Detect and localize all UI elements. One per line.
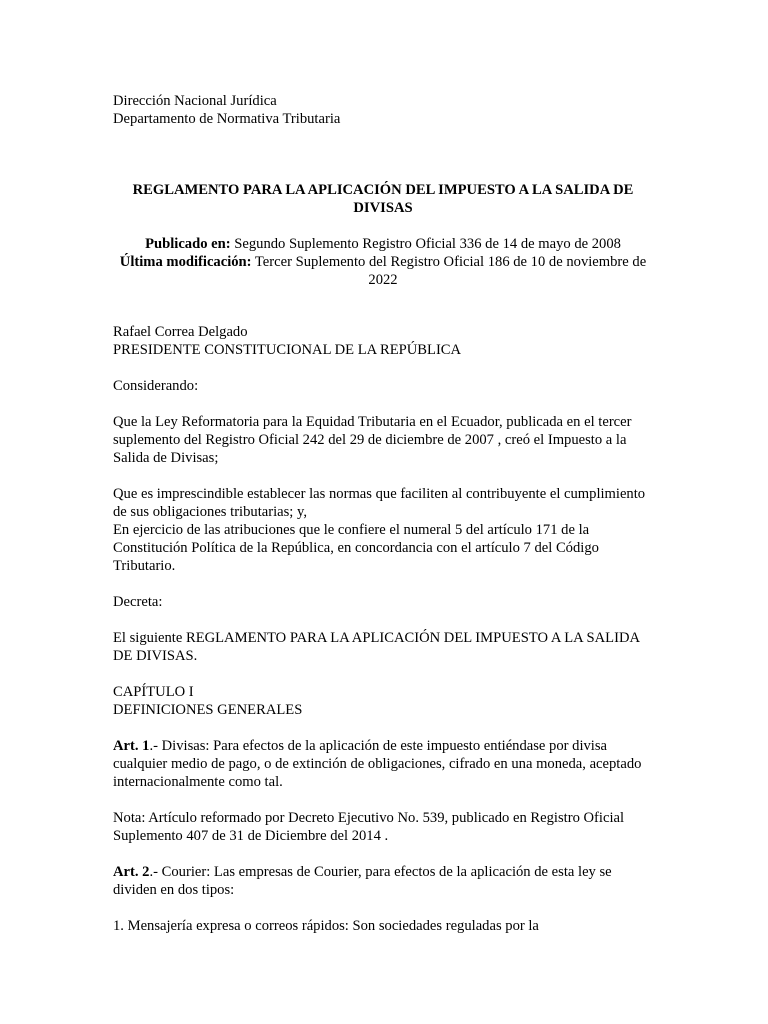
chapter-number: CAPÍTULO I xyxy=(113,684,194,700)
office-line-2: Departamento de Normativa Tributaria xyxy=(113,111,341,127)
paragraph-imprescindible: Que es imprescindible establecer las normas que faciliten al contribuyente el cumplimiento de sus obligaciones tributarias; y, xyxy=(113,486,646,520)
article-1-text: .- Divisas: Para efectos de la aplicación de este impuesto entiéndase por divisa cualquier medio de pago, o de extinción de obligaciones, cifrado en una moneda, aceptado internacionalmente como tal. xyxy=(113,738,642,790)
decreta-heading: Decreta: xyxy=(113,594,163,610)
paragraph-ley-reformatoria: Que la Ley Reformatoria para la Equidad Tributaria en el Ecuador, publicada en el tercer suplemento del Registro Oficial 242 del 29 de diciembre de 2007 , creó el Impuesto a la Salida de Divisas; xyxy=(113,414,632,466)
signatory xyxy=(113,323,653,359)
chapter-name: DEFINICIONES GENERALES xyxy=(113,702,303,718)
signatory-office: PRESIDENTE CONSTITUCIONAL DE LA REPÚBLICA xyxy=(113,342,462,358)
paragraph-atribuciones: En ejercicio de las atribuciones que le confiere el numeral 5 del artículo 171 de la Constitución Política de la República, en concordancia con el artículo 7 del Código Tributario. xyxy=(113,522,599,574)
paragraph-el-siguiente: El siguiente REGLAMENTO PARA LA APLICACIÓN DEL IMPUESTO A LA SALIDA DE DIVISAS. xyxy=(113,630,640,664)
office-line-1: Dirección Nacional Jurídica xyxy=(113,93,277,109)
modified-label: Última modificación: xyxy=(119,254,252,270)
article-2 xyxy=(113,863,653,899)
document-page xyxy=(113,92,653,935)
chapter-heading xyxy=(113,683,653,719)
published-line xyxy=(113,235,653,253)
considerando-heading: Considerando: xyxy=(113,378,199,394)
modified-text: Tercer Suplemento del Registro Oficial 186 de 10 de noviembre de 2022 xyxy=(251,254,647,288)
document-title: REGLAMENTO PARA LA APLICACIÓN DEL IMPUESTO A LA SALIDA DE DIVISAS xyxy=(132,182,634,216)
published-text: Segundo Suplemento Registro Oficial 336 de 14 de mayo de 2008 xyxy=(230,236,621,252)
modified-line xyxy=(113,253,653,289)
published-label: Publicado en: xyxy=(145,236,231,252)
paragraph-group-normas xyxy=(113,485,653,575)
note-article-1: Nota: Artículo reformado por Decreto Ejecutivo No. 539, publicado en Registro Oficial Suplemento 407 de 31 de Diciembre del 2014 . xyxy=(113,810,625,844)
publication-info xyxy=(113,235,653,289)
article-2-text: .- Courier: Las empresas de Courier, para efectos de la aplicación de esta ley se dividen en dos tipos: xyxy=(113,864,612,898)
article-1-label: Art. 1 xyxy=(113,738,150,754)
signatory-name: Rafael Correa Delgado xyxy=(113,324,248,340)
article-2-label: Art. 2 xyxy=(113,864,150,880)
list-item-mensajeria: 1. Mensajería expresa o correos rápidos: Son sociedades reguladas por la xyxy=(113,918,539,934)
issuing-office xyxy=(113,92,653,128)
article-1 xyxy=(113,737,653,791)
